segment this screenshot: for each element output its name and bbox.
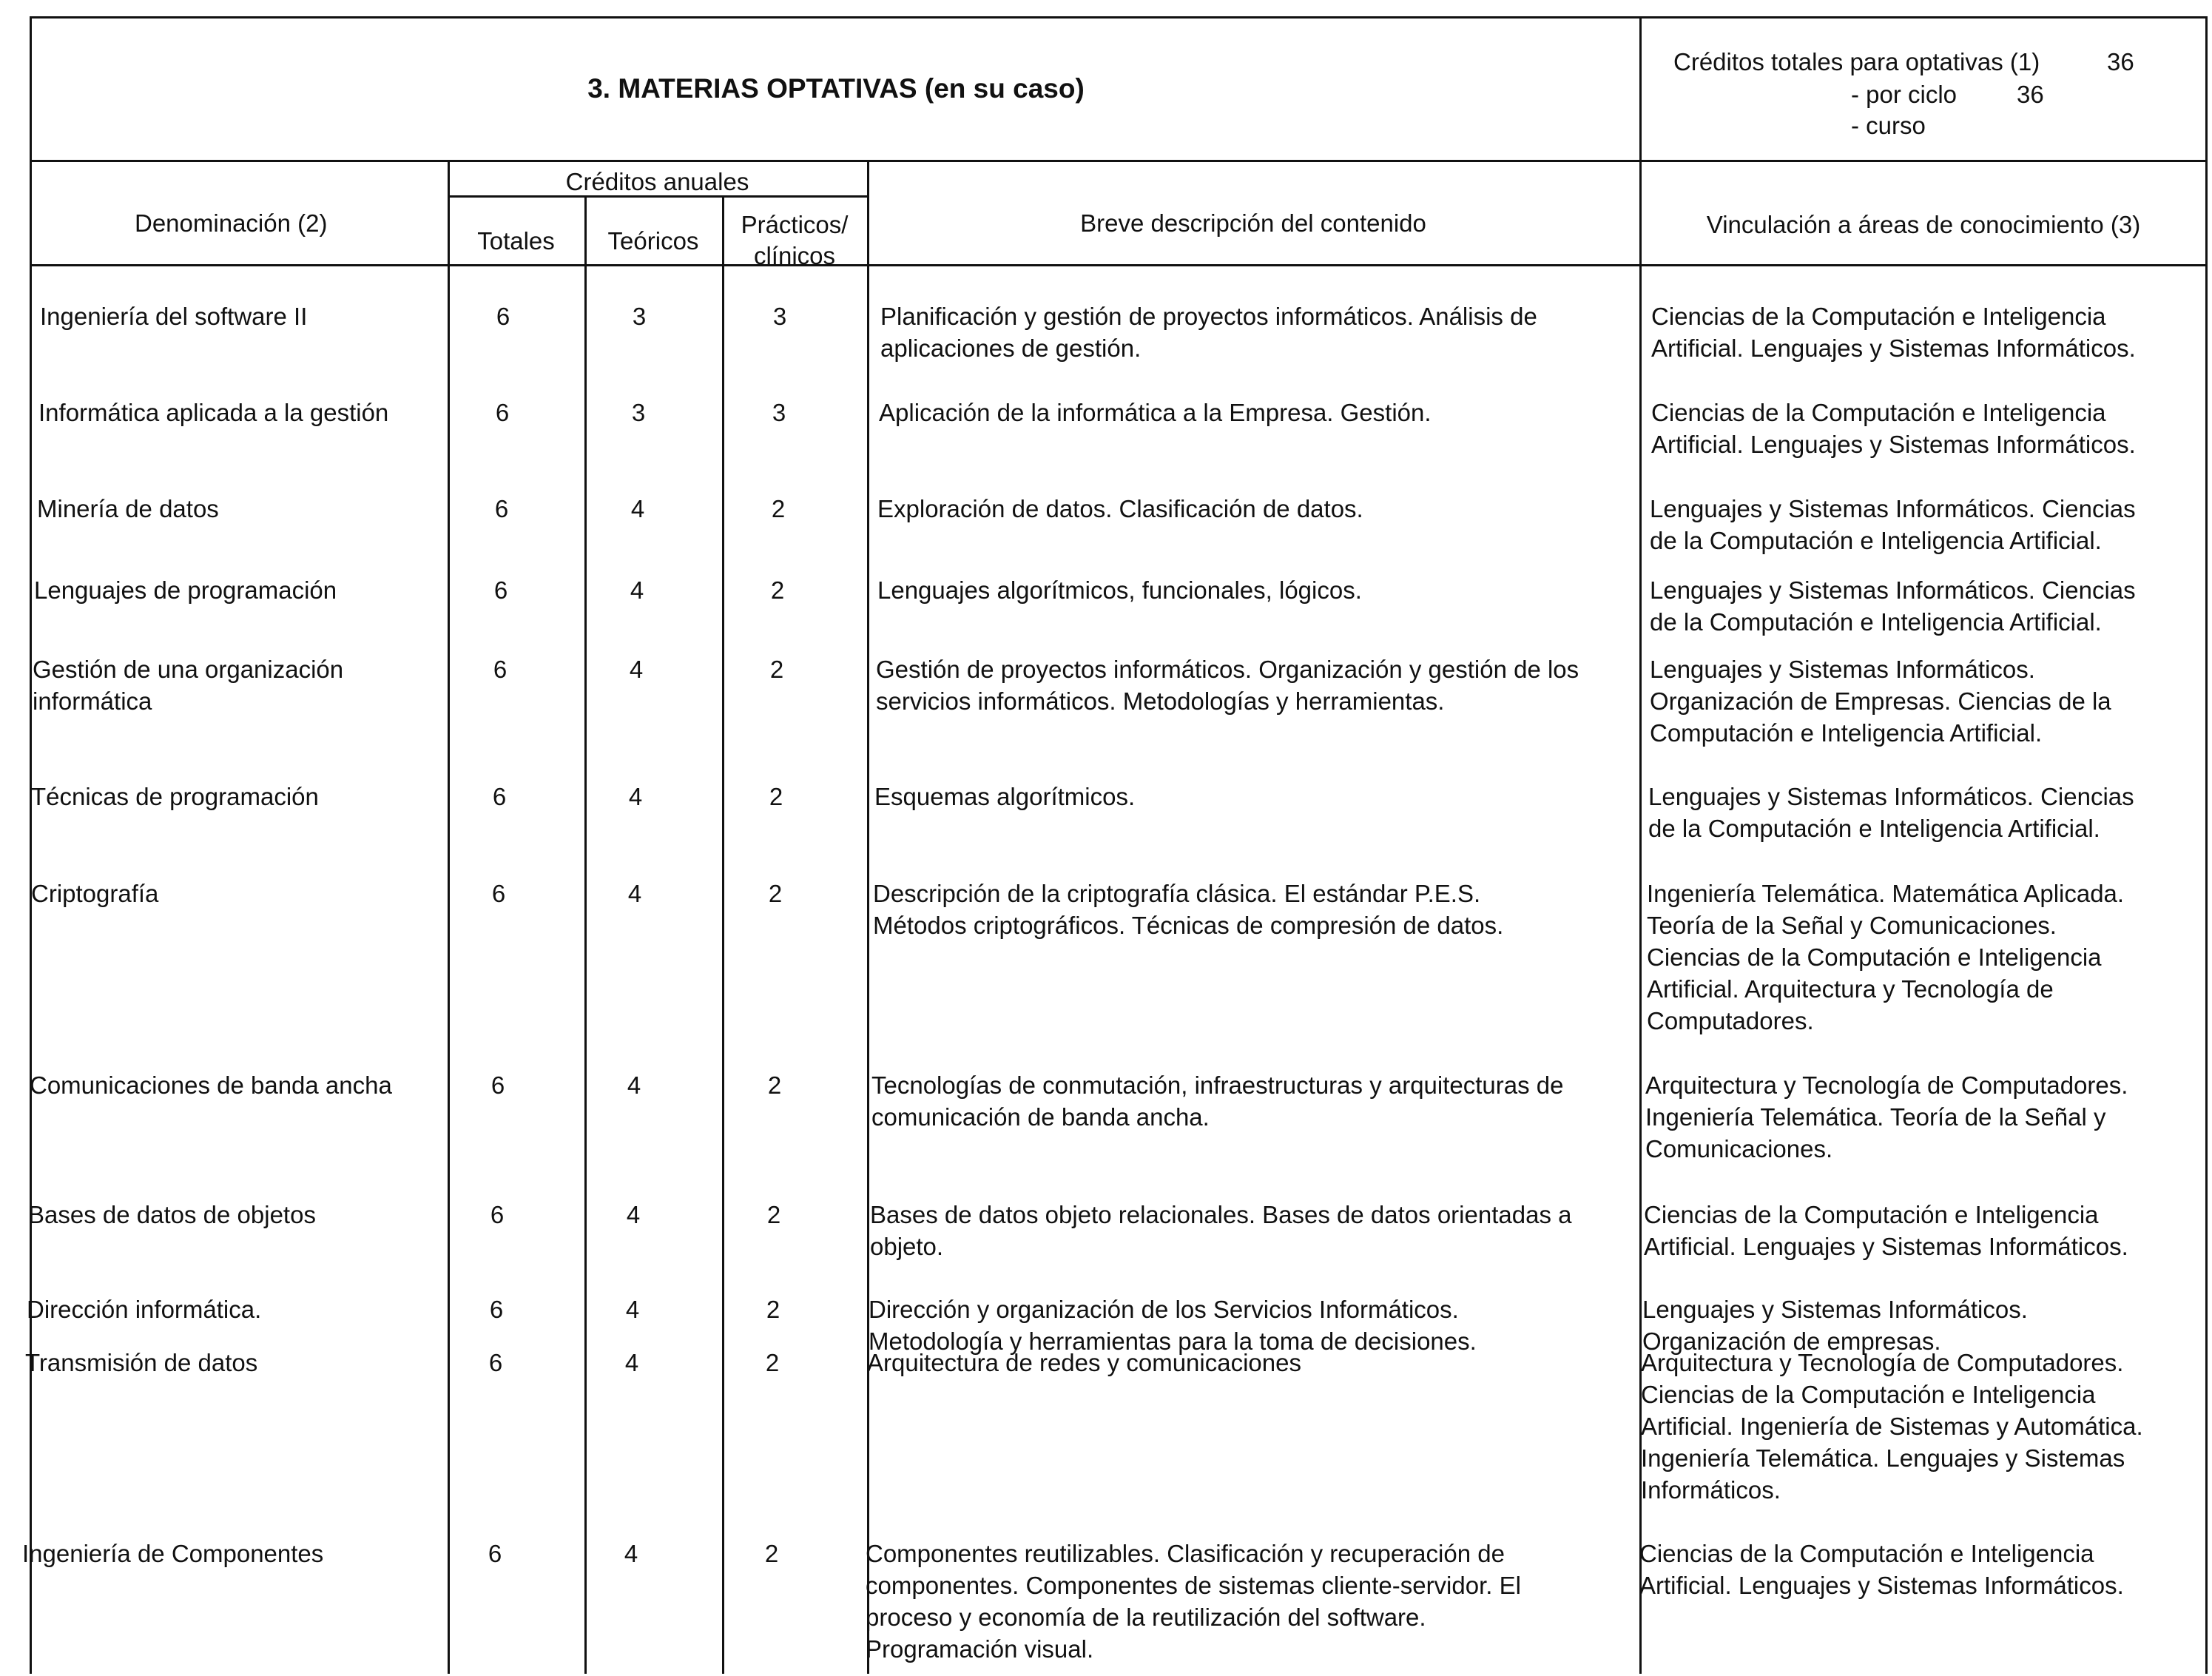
row-practicos: 3: [772, 399, 786, 426]
credits-value: 36: [2107, 48, 2134, 75]
row-teoricos: 4: [627, 880, 642, 907]
col-header-clinicos: clínicos: [753, 242, 836, 269]
row-practicos: 2: [764, 1540, 779, 1567]
page-title: 3. MATERIAS OPTATIVAS (en su caso): [587, 73, 1085, 104]
row-denominacion: Ingeniería del software II: [40, 303, 308, 330]
col-header-denominacion: Denominación (2): [135, 209, 328, 237]
row-descripcion-line: comunicación de banda ancha.: [871, 1103, 1210, 1131]
curso-label: - curso: [1851, 112, 1926, 139]
row-descripcion-line: Exploración de datos. Clasificación de datos.: [877, 495, 1363, 522]
row-descripcion-line: Gestión de proyectos informáticos. Organización y gestión de los: [876, 656, 1579, 683]
row-vinculacion-line: de la Computación e Inteligencia Artificial.: [1650, 608, 2102, 636]
row-vinculacion-line: de la Computación e Inteligencia Artificial.: [1650, 527, 2102, 554]
row-vinculacion-line: Artificial. Arquitectura y Tecnología de: [1647, 975, 2054, 1003]
row-descripcion-line: Componentes reutilizables. Clasificación y recuperación de: [866, 1540, 1505, 1567]
col-divider-descripcion: [867, 160, 869, 1674]
row-vinculacion-line: Ciencias de la Computación e Inteligencia: [1644, 1201, 2099, 1228]
row-teoricos: 4: [625, 1296, 640, 1323]
row-descripcion-line: proceso y economía de la reutilización del software.: [866, 1603, 1426, 1631]
row-descripcion-line: Aplicación de la informática a la Empresa. Gestión.: [879, 399, 1432, 426]
row-vinculacion-line: Artificial. Lenguajes y Sistemas Informáticos.: [1639, 1572, 2124, 1599]
por-ciclo-value: 36: [2017, 81, 2044, 108]
row-descripcion-line: servicios informáticos. Metodologías y herramientas.: [876, 687, 1445, 715]
row-descripcion-line: componentes. Componentes de sistemas cliente-servidor. El: [866, 1572, 1521, 1599]
row-teoricos: 4: [626, 1201, 641, 1228]
row-vinculacion-line: Artificial. Lenguajes y Sistemas Informáticos.: [1644, 1233, 2128, 1260]
col-header-descripcion: Breve descripción del contenido: [1080, 209, 1426, 237]
row-vinculacion-line: Computación e Inteligencia Artificial.: [1650, 719, 2043, 747]
row-totales: 6: [494, 495, 509, 522]
row-denominacion: Criptografía: [31, 880, 159, 907]
row-denominacion: Informática aplicada a la gestión: [38, 399, 389, 426]
row-vinculacion-line: Ciencias de la Computación e Inteligencia: [1647, 943, 2102, 971]
row-totales: 6: [492, 783, 507, 810]
row-teoricos: 4: [628, 783, 643, 810]
row-vinculacion-line: Lenguajes y Sistemas Informáticos. Ciencias: [1648, 783, 2134, 810]
row-descripcion-line: Bases de datos objeto relacionales. Bases de datos orientadas a: [870, 1201, 1572, 1228]
row-vinculacion-line: Ciencias de la Computación e Inteligencia: [1651, 399, 2106, 426]
row-totales: 6: [488, 1349, 503, 1376]
row-teoricos: 4: [629, 656, 644, 683]
row-practicos: 2: [770, 576, 785, 604]
row-vinculacion-line: Ingeniería Telemática. Lenguajes y Sistemas: [1641, 1444, 2125, 1472]
row-descripcion-line: Dirección y organización de los Servicios Informáticos.: [869, 1296, 1459, 1323]
row-totales: 6: [490, 1071, 505, 1099]
row-practicos: 2: [768, 880, 783, 907]
row-vinculacion-line: Organización de empresas.: [1642, 1327, 1941, 1355]
row-denominacion-line2: informática: [33, 687, 152, 715]
row-teoricos: 4: [627, 1071, 641, 1099]
column-header-bottom: [30, 264, 2208, 266]
row-vinculacion-line: Artificial. Lenguajes y Sistemas Informáticos.: [1651, 334, 2136, 362]
row-descripcion-line: objeto.: [870, 1233, 944, 1260]
row-vinculacion-line: Arquitectura y Tecnología de Computadores.: [1641, 1349, 2124, 1376]
row-teoricos: 4: [630, 576, 644, 604]
row-vinculacion-line: Artificial. Ingeniería de Sistemas y Automática.: [1641, 1413, 2143, 1440]
row-totales: 6: [491, 880, 506, 907]
col-header-totales: Totales: [477, 227, 555, 255]
row-denominacion: Gestión de una organización: [33, 656, 344, 683]
row-practicos: 2: [769, 656, 784, 683]
row-denominacion: Transmisión de datos: [25, 1349, 258, 1376]
row-practicos: 2: [767, 1071, 782, 1099]
row-denominacion: Comunicaciones de banda ancha: [30, 1071, 392, 1099]
row-vinculacion-line: Ciencias de la Computación e Inteligencia: [1641, 1381, 2096, 1408]
row-vinculacion-line: de la Computación e Inteligencia Artificial.: [1648, 815, 2100, 842]
row-vinculacion-line: Lenguajes y Sistemas Informáticos.: [1642, 1296, 2028, 1323]
row-descripcion-line: Tecnologías de conmutación, infraestructuras y arquitecturas de: [871, 1071, 1564, 1099]
col-divider-practicos: [722, 195, 724, 1674]
row-descripcion-line: Planificación y gestión de proyectos informáticos. Análisis de: [880, 303, 1537, 330]
row-descripcion-line: Métodos criptográficos. Técnicas de compresión de datos.: [873, 912, 1504, 939]
row-practicos: 2: [766, 1296, 780, 1323]
row-vinculacion-line: Lenguajes y Sistemas Informáticos.: [1650, 656, 2035, 683]
row-vinculacion-line: Teoría de la Señal y Comunicaciones.: [1647, 912, 2057, 939]
row-totales: 6: [489, 1296, 504, 1323]
col-header-practicos: Prácticos/: [741, 211, 849, 238]
row-practicos: 3: [772, 303, 787, 330]
col-divider-totales: [448, 160, 450, 1674]
row-descripcion-line: Descripción de la criptografía clásica. El estándar P.E.S.: [873, 880, 1481, 907]
row-totales: 6: [495, 399, 510, 426]
row-denominacion: Bases de datos de objetos: [28, 1201, 316, 1228]
credits-label: Créditos totales para optativas (1): [1673, 48, 2040, 75]
row-vinculacion-line: Lenguajes y Sistemas Informáticos. Ciencias: [1650, 576, 2136, 604]
row-vinculacion-line: Comunicaciones.: [1645, 1135, 1833, 1162]
row-totales: 6: [493, 576, 508, 604]
row-descripcion-line: Programación visual.: [866, 1635, 1094, 1663]
row-descripcion-line: Esquemas algorítmicos.: [874, 783, 1136, 810]
row-teoricos: 3: [631, 399, 646, 426]
col-header-creditos-anuales: Créditos anuales: [565, 168, 749, 195]
row-vinculacion-line: Ingeniería Telemática. Teoría de la Señal y: [1645, 1103, 2106, 1131]
row-vinculacion-line: Ciencias de la Computación e Inteligencia: [1639, 1540, 2094, 1567]
row-teoricos: 4: [624, 1540, 638, 1567]
row-practicos: 2: [765, 1349, 780, 1376]
col-header-vinculacion: Vinculación a áreas de conocimiento (3): [1706, 211, 2141, 238]
row-descripcion-line: Arquitectura de redes y comunicaciones: [867, 1349, 1301, 1376]
row-vinculacion-line: Computadores.: [1647, 1007, 1814, 1034]
row-vinculacion-line: Informáticos.: [1641, 1476, 1781, 1504]
row-totales: 6: [493, 656, 508, 683]
col-header-teoricos: Teóricos: [607, 227, 699, 255]
row-vinculacion-line: Arquitectura y Tecnología de Computadores.: [1645, 1071, 2128, 1099]
row-vinculacion-line: Ingeniería Telemática. Matemática Aplicada.: [1647, 880, 2125, 907]
row-descripcion-line: aplicaciones de gestión.: [880, 334, 1142, 362]
row-practicos: 2: [769, 783, 783, 810]
row-denominacion: Técnicas de programación: [31, 783, 319, 810]
row-teoricos: 4: [624, 1349, 639, 1376]
row-totales: 6: [488, 1540, 502, 1567]
row-teoricos: 3: [632, 303, 647, 330]
por-ciclo-label: - por ciclo: [1851, 81, 1958, 108]
row-vinculacion-line: Ciencias de la Computación e Inteligencia: [1651, 303, 2106, 330]
col-divider-teoricos: [584, 195, 587, 1674]
row-vinculacion-line: Organización de Empresas. Ciencias de la: [1650, 687, 2111, 715]
row-denominacion: Minería de datos: [37, 495, 219, 522]
row-totales: 6: [490, 1201, 505, 1228]
row-descripcion-line: Lenguajes algorítmicos, funcionales, lógicos.: [877, 576, 1362, 604]
row-vinculacion-line: Artificial. Lenguajes y Sistemas Informáticos.: [1651, 431, 2136, 458]
row-vinculacion-line: Lenguajes y Sistemas Informáticos. Ciencias: [1650, 495, 2136, 522]
row-practicos: 2: [766, 1201, 781, 1228]
row-practicos: 2: [771, 495, 786, 522]
row-descripcion-line: Metodología y herramientas para la toma de decisiones.: [869, 1327, 1477, 1355]
row-denominacion: Dirección informática.: [27, 1296, 262, 1323]
row-totales: 6: [496, 303, 510, 330]
row-teoricos: 4: [630, 495, 645, 522]
row-denominacion: Ingeniería de Componentes: [22, 1540, 324, 1567]
row-denominacion: Lenguajes de programación: [34, 576, 337, 604]
